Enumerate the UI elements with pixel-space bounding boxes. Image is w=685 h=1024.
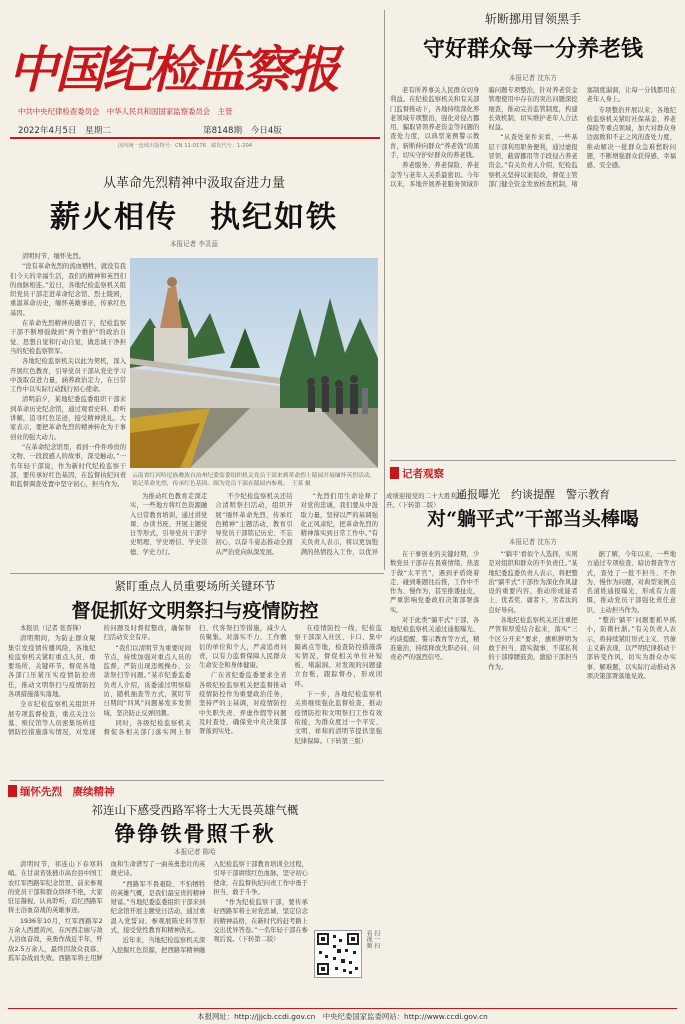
mid-left-headline: 督促抓好文明祭扫与疫情防控 xyxy=(71,600,319,622)
lead-paragraph: 各地纪检监察机关以此为契机，深入开展红色教育，引导党员干部从党史学习中汲取奋进力量，涵养政治定力，在日常工作中以实际行动践行初心使命。 xyxy=(10,358,126,394)
lead-left-column xyxy=(10,252,126,572)
mid-left-paragraph: 在疫情防控一线，纪检监察干部深入社区、卡口、集中隔离点等地，检查防控措施落实情况，督促相关单位补短板、堵漏洞。对发现的问题建立台账，跟踪督办，形成闭环。 xyxy=(294,625,382,688)
top-right-kicker: 斩断挪用冒领黑手 xyxy=(484,12,581,26)
bottom-byline: 本报记者 陈哈 xyxy=(174,848,216,856)
bottom-paragraph: “作为纪检监察干部，要传承好西路军将士对党忠诚、坚定信念的精神品格，在新时代的赶考路上交出优异答卷。”一名年轻干部在参观后说。（下转第二版） xyxy=(213,899,308,944)
masthead-sponsors: 中共中央纪律检查委员会 中华人民共和国国家监察委员会 主管 xyxy=(18,107,233,116)
lead-paragraph: “先烈们用生命诠释了对党的忠诚，我们要从中汲取力量，坚持以严的基调强化正风肃纪，把革命先烈的精神落实到日常工作中。”有关负责人表示，将以更加饱满的热情投入工作，以优异成绩迎接党的二十大胜利召开。（下转第二版） xyxy=(300,493,464,556)
reporter-observation-section-label: 记者观察 xyxy=(402,468,444,480)
lead-paragraph: 不少纪检监察机关还结合清明祭扫活动，组织开展“缅怀革命先烈、传承红色精神”主题活动，教育引导党员干部铭记历史、不忘初心，以奋斗姿态推动全面从严治党向纵深发展。 xyxy=(215,493,293,556)
lead-paragraph: 清明时节，缅怀先烈。 xyxy=(22,253,85,260)
reporter-observation-headline: 对“躺平式”干部当头棒喝 xyxy=(427,508,639,530)
lead-paragraph: “在革命纪念馆里，看到一件件珍贵的文物、一段段感人的故事，深受触动。”一名年轻干部说，作为新时代纪检监察干部，要传承好红色基因，在监督执纪问责和监督调查处置中坚守初心，担当作为。 xyxy=(10,443,127,489)
lead-paragraph: “没有革命先烈的流血牺牲，就没有我们今天的幸福生活，我们的精神和英烈们的血脉相连。”近日，各地纪检监察机关组织党员干部走进革命纪念馆、烈士陵园，重温革命历史，缅怀英雄事迹，传承红色基因。 xyxy=(10,263,127,317)
mid-left-kicker: 紧盯重点人员重要场所关键环节 xyxy=(114,579,276,593)
bottom-kicker: 祁连山下感受西路军将士大无畏英雄气概 xyxy=(91,803,299,817)
reporter-observation-body xyxy=(390,550,676,1000)
section-marker xyxy=(390,467,399,479)
top-right-byline: 本报记者 沈东方 xyxy=(508,74,558,82)
masthead-title: 中国纪检监察报 xyxy=(8,40,337,99)
bottom-headline: 铮铮铁骨照千秋 xyxy=(114,821,276,846)
lead-paragraph: 在革命先烈精神的感召下，纪检监察干部不断增强做到“两个维护”的政治自觉、思想自觉和行动自觉，做忠诚干净担当的纪检监察铁军。 xyxy=(10,320,126,355)
qr-code[interactable] xyxy=(314,930,362,978)
lead-headline: 薪火相传 执纪如铁 xyxy=(50,200,338,235)
horizontal-divider xyxy=(10,780,384,781)
reporter-observation-section xyxy=(390,466,444,481)
top-right-article xyxy=(390,8,676,448)
memorial-photo-illustration xyxy=(130,258,378,468)
top-right-paragraph: 专项整治开展以来，各地纪检监察机关紧盯社保基金、养老保险等重点领域，加大对群众身边腐败和不正之风的查处力度，推动解决一批群众急难愁盼问题，不断增强群众获得感、幸福感、安全感。 xyxy=(586,106,676,170)
vertical-divider xyxy=(384,10,385,570)
reporter-observation-kicker: 通报曝光 约谈提醒 警示教育 xyxy=(456,488,610,501)
masthead-date: 2022年4月5日 星期二 xyxy=(18,126,111,136)
horizontal-divider xyxy=(10,573,384,574)
lead-paragraph: 清明前夕，某地纪委监委组织干部来到革命历史纪念馆，通过观看史料、聆听讲解，追寻红色足迹，接受精神洗礼。大家表示，要把革命先烈的精神转化为干事创业的强大动力。 xyxy=(10,396,126,441)
mid-left-paragraph: 清明期间，为防止群众聚集引发疫情传播风险，各地纪检监察机关紧盯重点人员、重要场所、关键环节，督促各地各部门压紧压实疫情防控责任，推动文明祭扫与疫情防控各项措施落实落地。 xyxy=(8,635,96,699)
bottom-article xyxy=(8,784,382,1006)
horizontal-divider xyxy=(390,460,676,461)
lead-kicker: 从革命先烈精神中汲取奋进力量 xyxy=(102,176,285,191)
masthead-rule xyxy=(10,137,380,139)
footer-text: 本报网址：http://jjjcb.ccdi.gov.cn 中央纪委国家监委网站：http://www.ccdi.gov.cn xyxy=(197,1012,488,1021)
lead-photo-caption: 云南省红河哈尼族彝族自治州纪委监委组织机关党员干部来到革命烈士陵园开展缅怀英烈活动，铭记革命先烈，传承红色基因。图为党员干部在陵园内参观。 王某 摄 xyxy=(132,473,376,487)
mid-left-paragraph: 下一步，各地纪检监察机关将继续强化监督检查，推动疫情防控和文明祭扫工作有效衔接，为群众度过一个平安、文明、祥和的清明节提供坚强纪律保障。（下转第三版） xyxy=(294,691,382,745)
top-right-headline: 守好群众每一分养老钱 xyxy=(422,36,643,62)
lead-bottom-columns xyxy=(130,492,464,572)
mid-left-paragraph: “我们以清明节为重要时间节点，持续加强对重点人员的监督，严防出现违规操办、公款祭扫等问题。”某市纪委监委负责人介绍，该委通过明察暗访、随机抽查等方式，紧盯节日期间“四风”问题易发多发领域，坚决防止反弹回潮。 xyxy=(103,644,191,717)
top-right-paragraph: 养老服务、养老保险、养老金等与老年人关系最密切。今年以来，多地开展养老服务领域诈骗问题专项整治，针对养老资金管理使用中存在的突出问题深挖细查，推动完善监管制度，构建长效机制，切实维护老年人合法权益。 xyxy=(390,87,578,188)
masthead-issue: 第8148期 今日4版 xyxy=(203,126,282,136)
qr-code-icon xyxy=(315,931,361,977)
bottom-section-label: 缅怀先烈 赓续精神 xyxy=(20,786,115,798)
mid-left-paragraph: 同时，各级纪检监察机关督促各相关部门落实网上祭扫、代客祭扫等措施，减少人员聚集。对落实不力、工作敷衍的单位和个人，严肃追责问责，以有力监督保障人民群众生命安全和身体健康。 xyxy=(103,625,287,737)
reporter-observation-paragraph: 对于此类“躺平式”干部，各地纪检监察机关通过通报曝光、约谈提醒、警示教育等方式，精准施治，持续释放失职必问、问责必严的强烈信号。 xyxy=(390,617,480,662)
top-right-paragraph: 老有所养事关人民群众切身利益。在纪检监察机关和有关部门监督推动下，各地持续深化养老领域专项整治，强化对侵占挪用、骗取冒领养老资金等问题的查处力度，以典型案例警示教育，斩断伸向群众“养老钱”的黑手，切实守护好群众的养老钱。 xyxy=(390,87,480,160)
reporter-observation-paragraph: 据了解，今年以来，一些地方通过专项检查、暗访督查等方式，查处了一批不担当、不作为、慢作为问题，对典型案例点名道姓通报曝光，形成有力震慑，推动党员干部强化责任意识，主动担当作为。 xyxy=(586,551,676,614)
reporter-observation-byline: 本报记者 沈东方 xyxy=(508,538,558,546)
masthead xyxy=(8,18,380,168)
mid-left-paragraph: 全市纪检监察机关组织开展专项监督检查，重点关注公墓、殡仪馆等人员密集场所疫情防控措施落实情况，对发现的问题及时督促整改，确保祭扫活动安全有序。 xyxy=(8,625,191,737)
footer-rule xyxy=(8,1008,677,1009)
lead-photo xyxy=(130,258,378,468)
bottom-paragraph: 清明时节，祁连山下春寒料峭。在甘肃省张掖市高台县中国工农红军西路军纪念馆里，前来参观的党员干部和群众络绎不绝，大家驻足凝视、认真聆听，追忆西路军将士浴血奋战的英雄事迹。 xyxy=(8,861,103,915)
reporter-observation-paragraph: 在干事创业的关键时期，少数党员干部存在畏难情绪，热衷于做“太平官”，遇到矛盾绕着走、碰到难题往后推，工作中不作为、慢作为，甚至推诿扯皮，严重影响党委政府决策部署落实。 xyxy=(390,551,480,614)
bottom-paragraph: “西路军不畏艰险、不怕牺牲的英雄气概，是我们最宝贵的精神财富。”当地纪委监委组织干部来到纪念馆开展主题党日活动，通过重温入党誓词、参观展陈史料等形式，接受党性教育和精神洗礼。 xyxy=(110,880,206,935)
mid-left-article xyxy=(8,576,382,776)
bottom-section xyxy=(8,784,115,799)
section-marker xyxy=(8,785,17,797)
bottom-paragraph: 1936年10月，红军西路军2万余人西渡黄河，在河西走廊与敌人浴血奋战，英勇作战近半年，歼敌2.5万余人，最终因敌众我寡、孤军奋战而失败。西路军将士用鲜血和生命谱写了一曲英勇悲壮的英雄史诗。 xyxy=(8,861,206,962)
top-right-body xyxy=(390,86,676,451)
lead-paragraph: 为推动红色教育走深走实，一些地方将红色资源融入日常教育培训，通过讲党课、办读书班、开展主题党日等形式，引导党员干部学史明理、学史增信、学史崇德、学史力行。 xyxy=(130,493,208,556)
reporter-observation-paragraph: “整治‘躺平’问题要抓早抓小，防微杜渐。”有关负责人表示，将持续紧盯形式主义、官僚主义新表现，以严明纪律推动干部转变作风，切实为群众办实事、解难题，以实际行动推动各项决策部署落地见效。 xyxy=(586,617,676,680)
lead-byline: 本报记者 李灵蕊 xyxy=(169,240,219,248)
qr-label: 扫一扫 看视频 xyxy=(365,930,380,949)
top-right-paragraph: “从查处案件来看，一些基层干部利用职务便利，通过虚报冒领、截留挪用等手段侵占养老资金。”有关负责人介绍，纪检监察机关坚持以案促改，督促主管部门健全资金发放核查机制，堵塞制度漏洞，让每一分钱都用在老年人身上。 xyxy=(488,87,676,188)
reporter-observation-paragraph: “‘躺平’看似个人选择，实则是对组织和群众的不负责任。”某地纪委监委负责人表示，将把整治“躺平式”干部作为深化作风建设的重要内容，推动形成能者上、优者奖、庸者下、劣者汰的良好导向。 xyxy=(488,551,578,614)
mid-left-body xyxy=(8,624,382,774)
masthead-codes: 国内统一连续出版物号：CN 11-0176 邮发代号：1-204 xyxy=(118,143,253,149)
mid-left-byline: 本报讯（记者 张晋锋） xyxy=(20,625,85,632)
mid-left-paragraph: 广东省纪委监委要求全省各级纪检监察机关把监督推动疫情防控作为重要政治任务，坚持严的主基调，对疫情防控中失职失责、弄虚作假等问题及时查处，确保党中央决策部署落到实处。 xyxy=(199,672,287,736)
reporter-observation-article xyxy=(390,466,676,1006)
bottom-paragraph: 近年来，当地纪检监察机关深入挖掘红色资源，把西路军精神融入纪检监察干部教育培训全过程，引导干部赓续红色血脉，坚守初心使命，在监督执纪问责工作中勇于担当、敢于斗争。 xyxy=(110,861,308,954)
bottom-body xyxy=(8,860,308,1004)
reporter-observation-paragraph: 各地纪检监察机关还注重把严管和厚爱结合起来，落实“三个区分开来”要求，旗帜鲜明为敢于担当、踏实做事、不谋私利的干部撑腰鼓劲，激励干部担当作为。 xyxy=(488,617,578,671)
